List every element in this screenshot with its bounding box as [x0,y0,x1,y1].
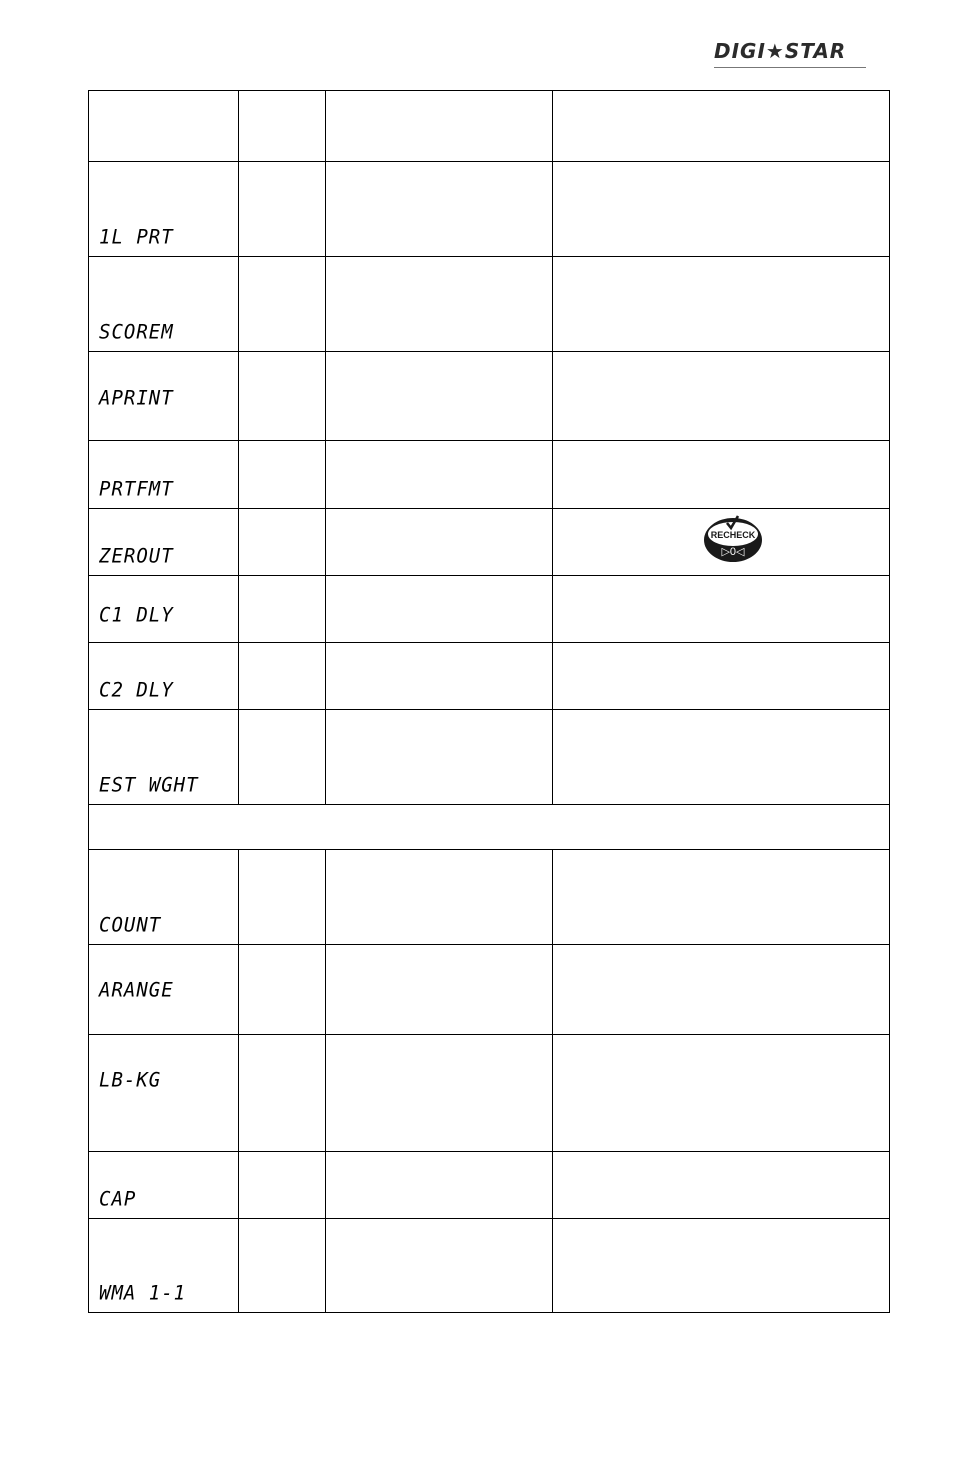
setting-code-cell [89,643,239,710]
table-cell [553,162,890,257]
setting-code-cell [89,352,239,441]
setting-code: COUNT [99,913,162,937]
table-cell [553,91,890,162]
table-cell [239,576,326,643]
table-cell [326,576,553,643]
table-cell [326,441,553,509]
table-cell [326,1152,553,1219]
setting-code-cell [89,509,239,576]
setting-code: PRTFMT [99,477,174,501]
table-row [89,945,890,1035]
table-row [89,509,890,576]
table-row [89,850,890,945]
setting-code-cell [89,91,239,162]
table-cell [326,850,553,945]
brand-logo-text: DIGI★STAR [714,39,847,63]
table-cell [553,509,890,576]
setting-code: ZEROUT [99,544,174,568]
table-cell [239,162,326,257]
table-cell [239,710,326,805]
table-cell [326,945,553,1035]
setting-code-cell [89,1035,239,1152]
setting-code-cell [89,1219,239,1313]
table-cell [326,1219,553,1313]
setting-code-cell [89,162,239,257]
table-row [89,352,890,441]
setting-code-cell [89,850,239,945]
table-cell [553,945,890,1035]
table-row [89,1152,890,1219]
table-cell [239,1035,326,1152]
table-cell [553,1152,890,1219]
table-row [89,643,890,710]
section-header-cell [89,805,890,850]
table-cell [239,1219,326,1313]
table-row [89,257,890,352]
setting-code: CAP [99,1187,137,1211]
recheck-zero-button-icon [702,513,764,563]
table-cell [553,576,890,643]
table-cell [239,441,326,509]
setting-code: ARANGE [99,978,174,1002]
table-cell [326,710,553,805]
table-row [89,162,890,257]
table-cell [326,162,553,257]
table-row [89,91,890,162]
table-row [89,710,890,805]
table-cell [239,352,326,441]
table-cell [326,643,553,710]
setting-code: APRINT [99,386,174,410]
zero-symbol: ▷0◁ [721,546,745,558]
table-row [89,441,890,509]
setting-code: C1 DLY [99,603,174,627]
table-cell [239,91,326,162]
setting-code-cell [89,945,239,1035]
table-row [89,1035,890,1152]
setting-code: WMA 1-1 [99,1281,187,1305]
setting-code-cell [89,576,239,643]
table-cell [553,352,890,441]
table-cell [239,945,326,1035]
table-cell [553,1035,890,1152]
table-cell [326,91,553,162]
recheck-label: RECHECK [710,530,756,540]
table-cell [326,257,553,352]
setting-code: LB-KG [99,1068,162,1092]
table-cell [239,1152,326,1219]
table-cell [326,1035,553,1152]
setting-code: 1L PRT [99,225,174,249]
table-cell [553,643,890,710]
table-cell [326,352,553,441]
table-cell [553,441,890,509]
table-row [89,576,890,643]
table-cell [239,850,326,945]
setting-code: SCOREM [99,320,174,344]
table-cell [239,509,326,576]
table-cell [553,850,890,945]
table-cell [239,257,326,352]
setting-code-cell [89,257,239,352]
setting-code-cell [89,1152,239,1219]
settings-table [88,90,890,1313]
table-cell [326,509,553,576]
setting-code: C2 DLY [99,678,174,702]
table-cell [239,643,326,710]
digistar-logo [714,40,866,70]
section-header-row [89,805,890,850]
table-cell [553,1219,890,1313]
setting-code-cell [89,710,239,805]
table-cell [553,257,890,352]
table-cell [553,710,890,805]
table-row [89,1219,890,1313]
setting-code-cell [89,441,239,509]
setting-code: EST WGHT [99,773,199,797]
logo-underline [714,67,866,68]
